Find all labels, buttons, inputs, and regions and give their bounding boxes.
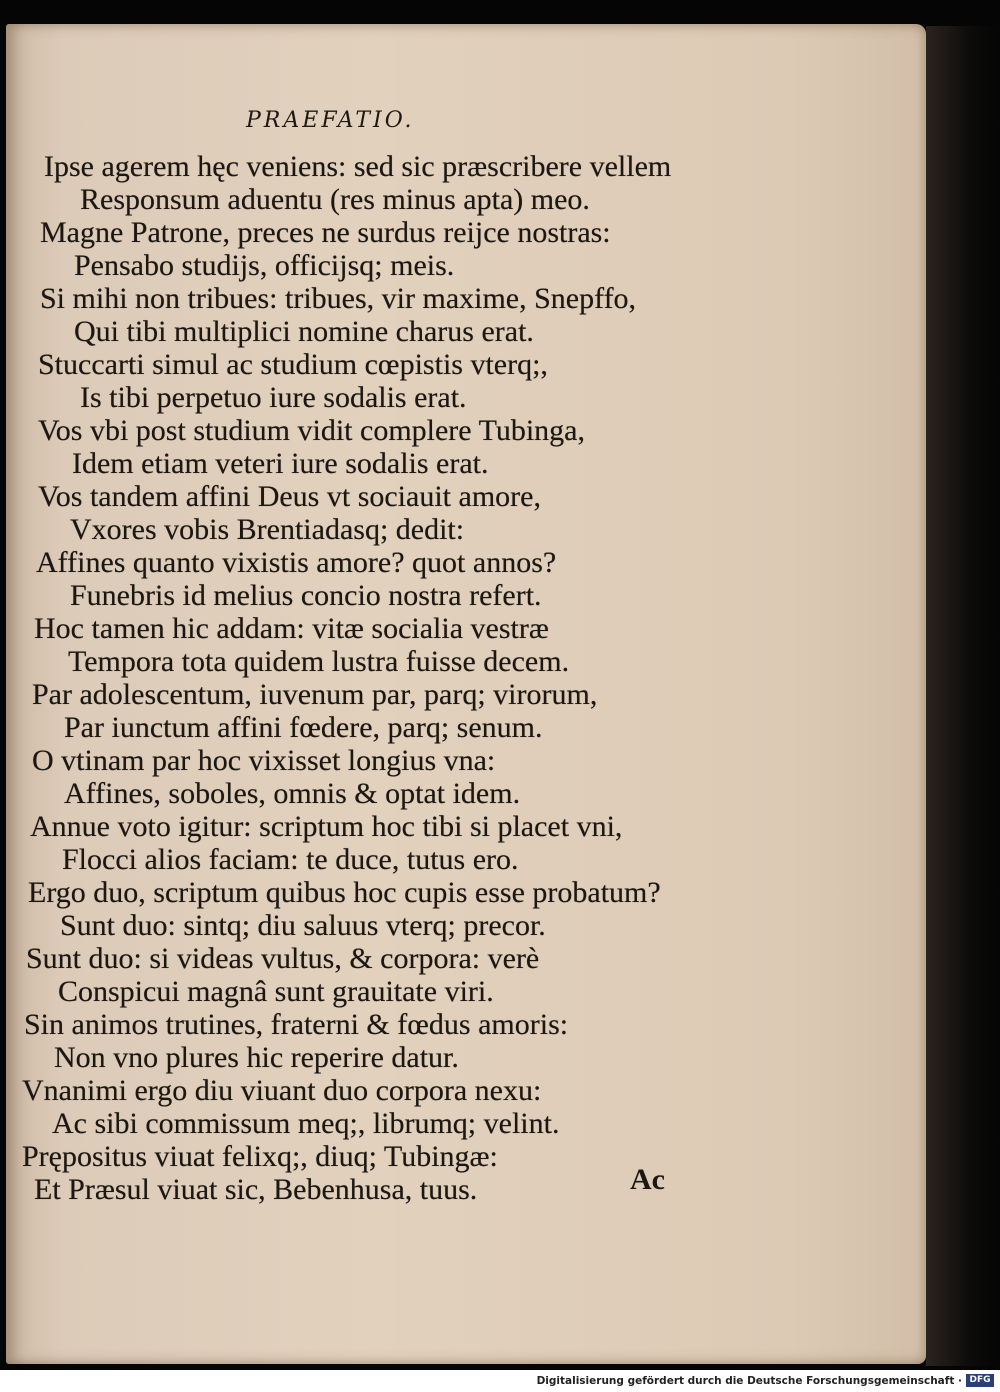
verse-line: Hoc tamen hic addam: vitæ socialia vestræ	[34, 612, 549, 645]
verse-line: Affines, soboles, omnis & optat idem.	[64, 777, 521, 810]
verse-line: Is tibi perpetuo iure sodalis erat.	[80, 381, 467, 414]
running-head: PRAEFATIO.	[246, 108, 415, 133]
verse-line: Sunt duo: si videas vultus, & corpora: verè	[26, 942, 540, 975]
verse-line: Ergo duo, scriptum quibus hoc cupis esse probatum?	[28, 876, 661, 909]
verse-line: Si mihi non tribues: tribues, vir maxime, Snepffo,	[40, 282, 637, 315]
footer-bar	[0, 1370, 1000, 1392]
verse-line: Qui tibi multiplici nomine charus erat.	[74, 315, 534, 348]
verse-line: Responsum aduentu (res minus apta) meo.	[80, 183, 590, 216]
verse-line: Pensabo studijs, officijsq; meis.	[74, 249, 455, 282]
verse-line: Ipse agerem hęc veniens: sed sic præscribere vellem	[44, 150, 672, 183]
verse-line: Annue voto igitur: scriptum hoc tibi si placet vni,	[30, 810, 623, 843]
verse-line: Affines quanto vixistis amore? quot annos?	[36, 546, 557, 579]
verse-line: Ac sibi commissum meq;, librumq; velint.	[52, 1107, 560, 1140]
verse-line: Sin animos trutines, fraterni & fœdus amoris:	[24, 1008, 569, 1041]
verse-line: Non vno plures hic reperire datur.	[54, 1041, 459, 1074]
verse-line: Vos tandem affini Deus vt sociauit amore,	[38, 480, 541, 513]
funding-credit: Digitalisierung gefördert durch die Deutsche Forschungsgemeinschaft ·	[536, 1375, 962, 1387]
verse-line: Vxores vobis Brentiadasq; dedit:	[70, 513, 465, 546]
verse-line: Stuccarti simul ac studium cœpistis vterq;,	[38, 348, 548, 381]
scan-right-edge	[926, 26, 1000, 1366]
verse-line: Tempora tota quidem lustra fuisse decem.	[68, 645, 570, 678]
verse-line: Idem etiam veteri iure sodalis erat.	[72, 447, 489, 480]
verse-line: Flocci alios faciam: te duce, tutus ero.	[62, 843, 519, 876]
verse-line: Par adolescentum, iuvenum par, parq; virorum,	[32, 678, 598, 711]
verse-line: Funebris id melius concio nostra refert.	[70, 579, 542, 612]
verse-line: Et Præsul viuat sic, Bebenhusa, tuus.	[34, 1173, 478, 1206]
verse-line: Par iunctum affini fœdere, parq; senum.	[64, 711, 543, 744]
verse-line: Vnanimi ergo diu viuant duo corpora nexu:	[22, 1074, 542, 1107]
verse-line: O vtinam par hoc vixisset longius vna:	[32, 744, 496, 777]
dfg-logo-icon: DFG	[966, 1374, 994, 1387]
verse-line: Conspicui magnâ sunt grauitate viri.	[58, 975, 494, 1008]
verse-line: Magne Patrone, preces ne surdus reijce nostras:	[40, 216, 611, 249]
verse-line: Prępositus viuat felixq;, diuq; Tubingæ:	[22, 1140, 498, 1173]
verse-line: Sunt duo: sintq; diu saluus vterq; precor.	[60, 909, 546, 942]
verse-line: Vos vbi post studium vidit complere Tubinga,	[38, 414, 585, 447]
catchword: Ac	[630, 1163, 665, 1196]
